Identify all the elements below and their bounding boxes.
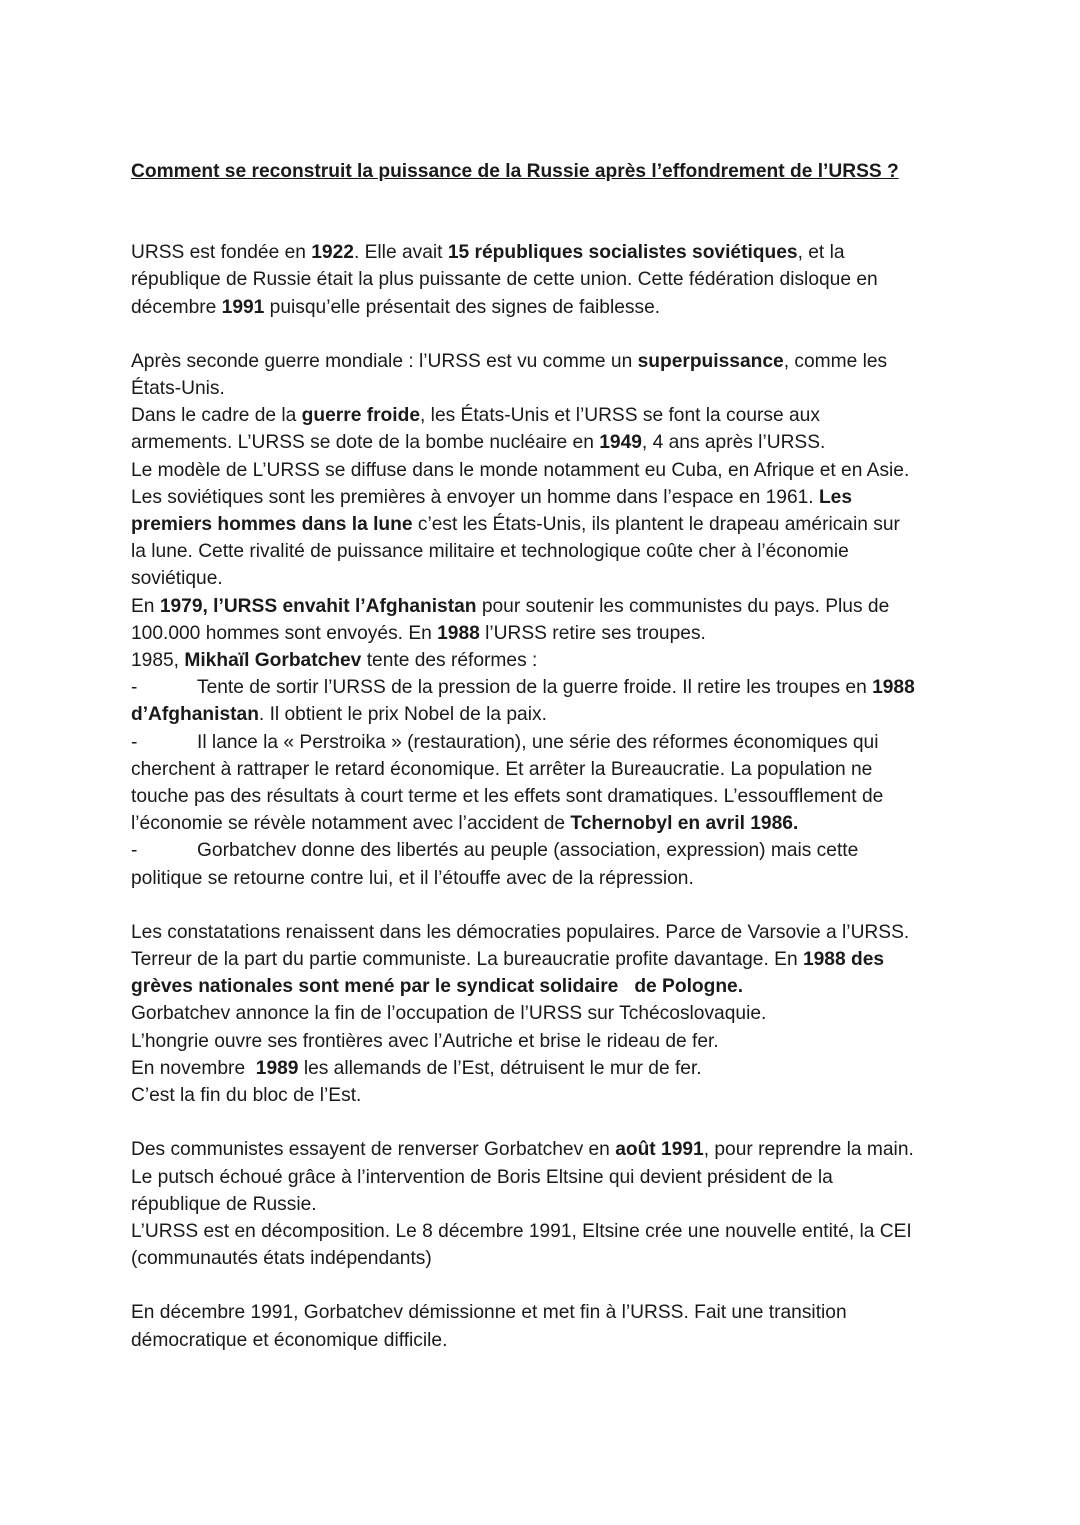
text-line (131, 1245, 961, 1272)
text-segment: l’URSS retire ses troupes. (479, 622, 706, 644)
text-segment: armements. L’URSS se dote de la bombe nucléaire en (131, 432, 600, 454)
text-segment: soviétique. (131, 568, 223, 590)
text-segment: Il lance la « Perstroika » (restauration), une série des réformes économiques qui (197, 731, 879, 753)
text-segment: puisqu’elle présentait des signes de faiblesse. (264, 296, 661, 318)
bold-text: 1949 (599, 432, 642, 454)
document-title: Comment se reconstruit la puissance de la Russie après l’effondrement de l’URSS ? (131, 161, 899, 182)
bold-text: 1991 (221, 296, 265, 318)
bold-text: Mikhaïl Gorbatchev (184, 650, 362, 672)
text-line (131, 946, 961, 973)
text-segment: , pour reprendre la main. (703, 1139, 914, 1161)
bold-text: Les (818, 486, 853, 508)
text-segment: (communautés états indépendants) (131, 1248, 432, 1270)
text-segment: Le modèle de L’URSS se diffuse dans le monde notamment eu Cuba, en Afrique et en Asie. (131, 459, 910, 481)
text-segment: Gorbatchev donne des libertés au peuple (association, expression) mais cette (197, 840, 859, 862)
text-line (131, 266, 961, 293)
text-segment: c’est les États-Unis, ils plantent le drapeau américain sur (412, 514, 900, 536)
text-segment: pour soutenir les communistes du pays. Plus de (476, 595, 890, 617)
document-body (131, 239, 961, 1354)
text-line (131, 1191, 961, 1218)
text-line (131, 865, 961, 892)
text-line (131, 1082, 961, 1109)
text-segment: république de Russie était la plus puissante de cette union. Cette fédération disloque en (131, 269, 878, 291)
text-segment: , 4 ans après l’URSS. (641, 432, 826, 454)
text-segment: États-Unis. (131, 378, 225, 400)
document-page (131, 158, 961, 1381)
bold-text: guerre froide (301, 405, 421, 427)
text-line (131, 593, 961, 620)
text-line (131, 538, 961, 565)
text-line (131, 810, 961, 837)
text-segment: décembre (131, 296, 222, 318)
bullet-line (131, 674, 961, 701)
text-segment: Des communistes essayent de renverser Gorbatchev en (131, 1139, 616, 1161)
bold-text: 1988 (872, 677, 915, 699)
text-line (131, 919, 961, 946)
text-segment: politique se retourne contre lui, et il l’étouffe avec de la répression. (131, 867, 694, 889)
bold-text: Tchernobyl en avril 1986. (570, 813, 799, 835)
text-line (131, 402, 961, 429)
text-segment: L’hongrie ouvre ses frontières avec l’Autriche et brise le rideau de fer. (131, 1030, 719, 1052)
text-line (131, 647, 961, 674)
text-segment: , les États-Unis et l’URSS se font la course aux (420, 405, 820, 427)
text-line (131, 565, 961, 592)
bullet-dash: - (131, 731, 138, 753)
text-segment: démocratique et économique difficile. (131, 1329, 448, 1351)
text-segment: tente des réformes : (361, 650, 538, 672)
text-segment: , et la (797, 242, 845, 264)
bullet-dash: - (131, 677, 138, 699)
text-line (131, 348, 961, 375)
bold-text: premiers hommes dans la lune (131, 514, 413, 536)
text-line (131, 1164, 961, 1191)
bold-text: 1988 des (802, 949, 885, 971)
text-segment: république de Russie. (131, 1193, 317, 1215)
text-line (131, 1218, 961, 1245)
text-line (131, 1299, 961, 1326)
bullet-line (131, 837, 961, 864)
bold-text: 1989 (255, 1057, 299, 1079)
bold-text: superpuissance (637, 350, 784, 372)
paragraph (131, 239, 961, 321)
text-line (131, 457, 961, 484)
text-segment: Tente de sortir l’URSS de la pression de la guerre froide. Il retire les troupes en (197, 677, 873, 699)
text-segment: Terreur de la part du partie communiste. La bureaucratie profite davantage. En (131, 949, 803, 971)
paragraph (131, 919, 961, 1109)
bold-text: 1979, l’URSS envahit l’Afghanistan (159, 595, 477, 617)
text-line (131, 1136, 961, 1163)
text-segment: touche pas des résultats à court terme et les effets sont dramatiques. L’essoufflement de (131, 786, 884, 808)
text-line (131, 294, 961, 321)
text-segment: Les soviétiques sont les premières à envoyer un homme dans l’espace en 1961. (131, 486, 819, 508)
bold-text: 15 républiques socialistes soviétiques (447, 242, 798, 264)
bullet-line (131, 729, 961, 756)
text-line (131, 756, 961, 783)
text-segment: C’est la fin du bloc de l’Est. (131, 1085, 362, 1107)
paragraph (131, 1299, 961, 1353)
bold-text: 1922 (311, 242, 354, 264)
text-segment: L’URSS est en décomposition. Le 8 décembre 1991, Eltsine crée une nouvelle entité, la CEI (131, 1220, 912, 1242)
text-line (131, 239, 961, 266)
text-line (131, 1327, 961, 1354)
text-segment: les allemands de l’Est, détruisent le mur de fer. (298, 1057, 702, 1079)
text-segment: Le putsch échoué grâce à l’intervention de Boris Eltsine qui devient président de la (131, 1166, 833, 1188)
paragraph (131, 348, 961, 892)
bold-text: d’Afghanistan (131, 704, 259, 726)
text-segment: cherchent à rattraper le retard économique. Et arrêter la Bureaucratie. La population ne (131, 758, 873, 780)
text-segment: En novembre (131, 1057, 256, 1079)
text-segment: . Il obtient le prix Nobel de la paix. (258, 704, 547, 726)
text-segment: 100.000 hommes sont envoyés. En (131, 622, 438, 644)
text-line (131, 511, 961, 538)
text-line (131, 1055, 961, 1082)
text-segment: Gorbatchev annonce la fin de l’occupation de l’URSS sur Tchécoslovaquie. (131, 1003, 767, 1025)
bold-text: grèves nationales sont mené par le syndicat solidaire de Pologne. (131, 976, 744, 998)
text-line (131, 701, 961, 728)
text-segment: En décembre 1991, Gorbatchev démissionne et met fin à l’URSS. Fait une transition (131, 1302, 847, 1324)
text-line (131, 620, 961, 647)
text-segment: . Elle avait (353, 242, 448, 264)
text-segment: l’économie se révèle notamment avec l’accident de (131, 813, 571, 835)
text-line (131, 375, 961, 402)
text-segment: Les constatations renaissent dans les démocraties populaires. Parce de Varsovie a l’URSS. (131, 921, 910, 943)
paragraph (131, 1136, 961, 1272)
text-line (131, 1000, 961, 1027)
text-segment: Dans le cadre de la (131, 405, 302, 427)
text-segment: URSS est fondée en (131, 242, 312, 264)
text-line (131, 973, 961, 1000)
bold-text: août 1991 (615, 1139, 704, 1161)
text-line (131, 783, 961, 810)
text-line (131, 1028, 961, 1055)
bold-text: 1988 (437, 622, 480, 644)
text-segment: , comme les (783, 350, 888, 372)
bullet-dash: - (131, 840, 138, 862)
text-line (131, 484, 961, 511)
text-segment: 1985, (131, 650, 185, 672)
text-segment: Après seconde guerre mondiale : l’URSS est vu comme un (131, 350, 638, 372)
text-segment: En (131, 595, 160, 617)
text-line (131, 429, 961, 456)
text-segment: la lune. Cette rivalité de puissance militaire et technologique coûte cher à l’économie (131, 541, 849, 563)
